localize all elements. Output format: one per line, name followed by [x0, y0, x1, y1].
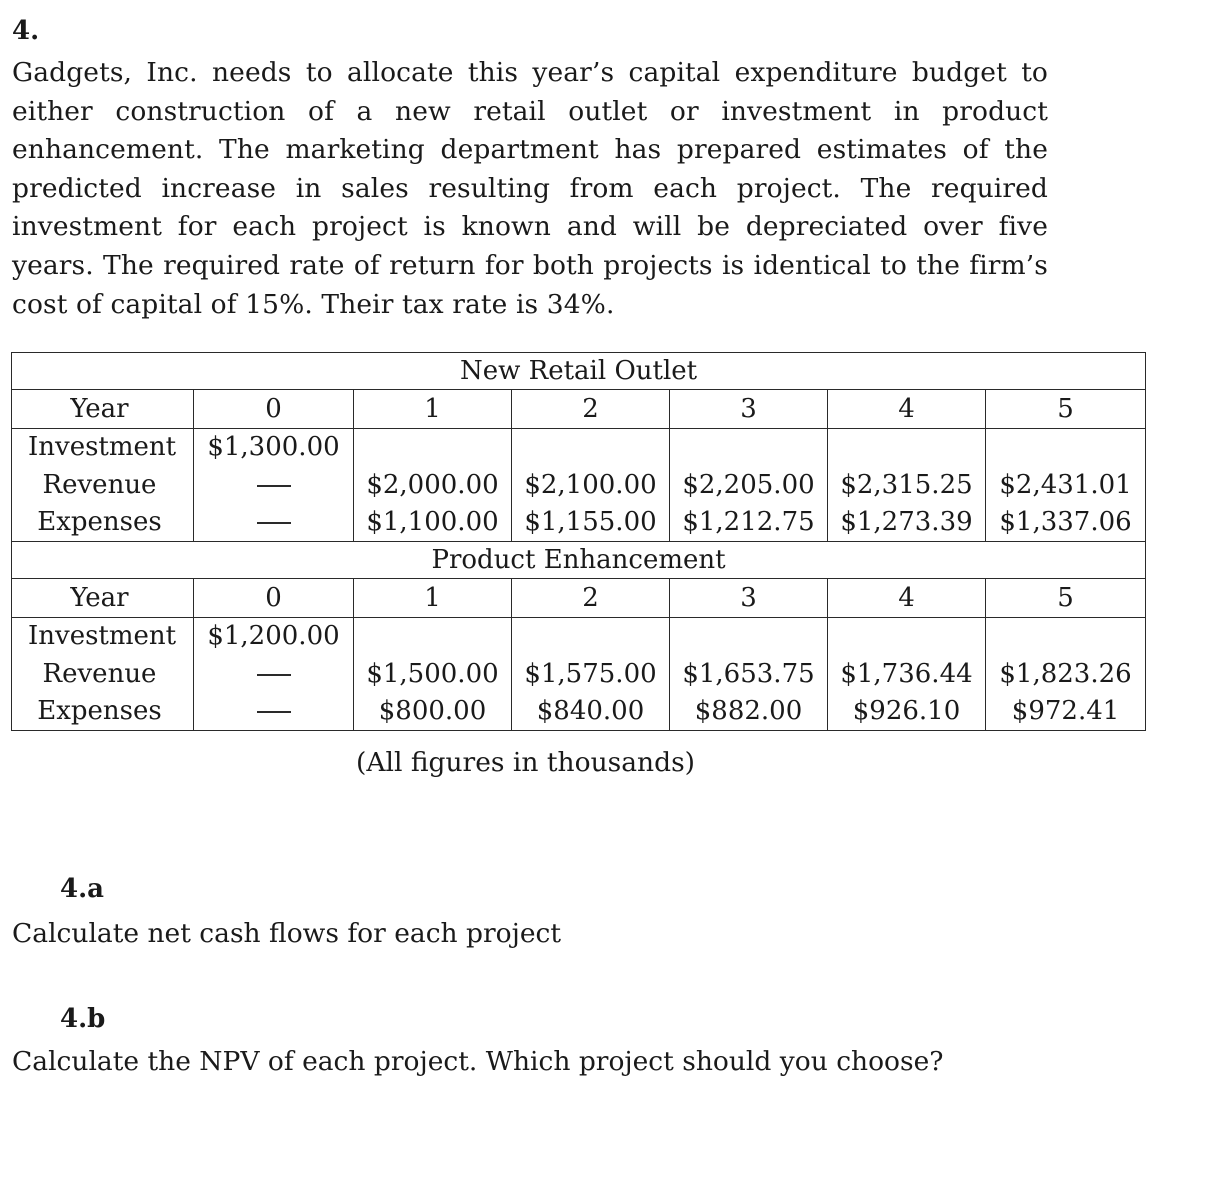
dash-icon [194, 466, 354, 504]
retail-title-row [12, 353, 1146, 390]
enhancement-year-row [12, 579, 1146, 618]
revenue-label: Revenue [12, 655, 194, 693]
year-0: 0 [194, 390, 354, 429]
retail-revenue-4: $2,315.25 [828, 466, 986, 504]
enhancement-revenue-3: $1,653.75 [670, 655, 828, 693]
enhancement-expenses-4: $926.10 [828, 693, 986, 731]
retail-expenses-3: $1,212.75 [670, 504, 828, 542]
retail-revenue-row [12, 466, 1146, 504]
retail-investment-row [12, 428, 1146, 466]
enhancement-expenses-5: $972.41 [986, 693, 1146, 731]
enhancement-revenue-1: $1,500.00 [354, 655, 512, 693]
retail-expenses-2: $1,155.00 [512, 504, 670, 542]
year-3: 3 [670, 579, 828, 618]
retail-revenue-1: $2,000.00 [354, 466, 512, 504]
year-4: 4 [828, 579, 986, 618]
enhancement-revenue-row [12, 655, 1146, 693]
year-3: 3 [670, 390, 828, 429]
year-label: Year [12, 579, 194, 618]
revenue-label: Revenue [12, 466, 194, 504]
year-2: 2 [512, 390, 670, 429]
part-a-text: Calculate net cash flows for each project [12, 918, 562, 949]
year-2: 2 [512, 579, 670, 618]
question-intro: Gadgets, Inc. needs to allocate this year’s capital expenditure budget to either construction of a new retail outlet or investment in product enhancement. The marketing department has prepared estimates of the predicted increase in sales resulting from each project. The required investment for each project is known and will be depreciated over five years. The required rate of return for both projects is identical to the firm’s cost of capital of 15%. Their tax rate is 34%. [12, 57, 1048, 320]
enhancement-revenue-5: $1,823.26 [986, 655, 1146, 693]
retail-expenses-row [12, 504, 1146, 542]
expenses-label: Expenses [12, 504, 194, 542]
retail-revenue-5: $2,431.01 [986, 466, 1146, 504]
enhancement-title-row [12, 542, 1146, 579]
enhancement-revenue-2: $1,575.00 [512, 655, 670, 693]
enhancement-expenses-2: $840.00 [512, 693, 670, 731]
year-label: Year [12, 390, 194, 429]
enhancement-investment-row [12, 617, 1146, 655]
year-5: 5 [986, 579, 1146, 618]
retail-expenses-1: $1,100.00 [354, 504, 512, 542]
retail-revenue-3: $2,205.00 [670, 466, 828, 504]
enhancement-revenue-4: $1,736.44 [828, 655, 986, 693]
question-number: 4. [12, 16, 40, 46]
part-b-label: 4.b [60, 1004, 106, 1034]
enhancement-investment-value: $1,200.00 [194, 617, 354, 655]
retail-investment-value: $1,300.00 [194, 428, 354, 466]
expenses-label: Expenses [12, 693, 194, 731]
projects-table [11, 352, 1146, 731]
dash-icon [194, 693, 354, 731]
retail-year-row [12, 390, 1146, 429]
table-note: (All figures in thousands) [356, 747, 696, 778]
part-a-label: 4.a [60, 874, 104, 904]
enhancement-title: Product Enhancement [12, 542, 1146, 579]
investment-label: Investment [12, 428, 194, 466]
year-0: 0 [194, 579, 354, 618]
enhancement-expenses-1: $800.00 [354, 693, 512, 731]
dash-icon [194, 504, 354, 542]
year-4: 4 [828, 390, 986, 429]
retail-revenue-2: $2,100.00 [512, 466, 670, 504]
retail-title: New Retail Outlet [12, 353, 1146, 390]
year-5: 5 [986, 390, 1146, 429]
year-1: 1 [354, 579, 512, 618]
year-1: 1 [354, 390, 512, 429]
enhancement-expenses-row [12, 693, 1146, 731]
dash-icon [194, 655, 354, 693]
enhancement-expenses-3: $882.00 [670, 693, 828, 731]
retail-expenses-5: $1,337.06 [986, 504, 1146, 542]
investment-label: Investment [12, 617, 194, 655]
retail-expenses-4: $1,273.39 [828, 504, 986, 542]
part-b-text: Calculate the NPV of each project. Which project should you choose? [12, 1046, 944, 1077]
